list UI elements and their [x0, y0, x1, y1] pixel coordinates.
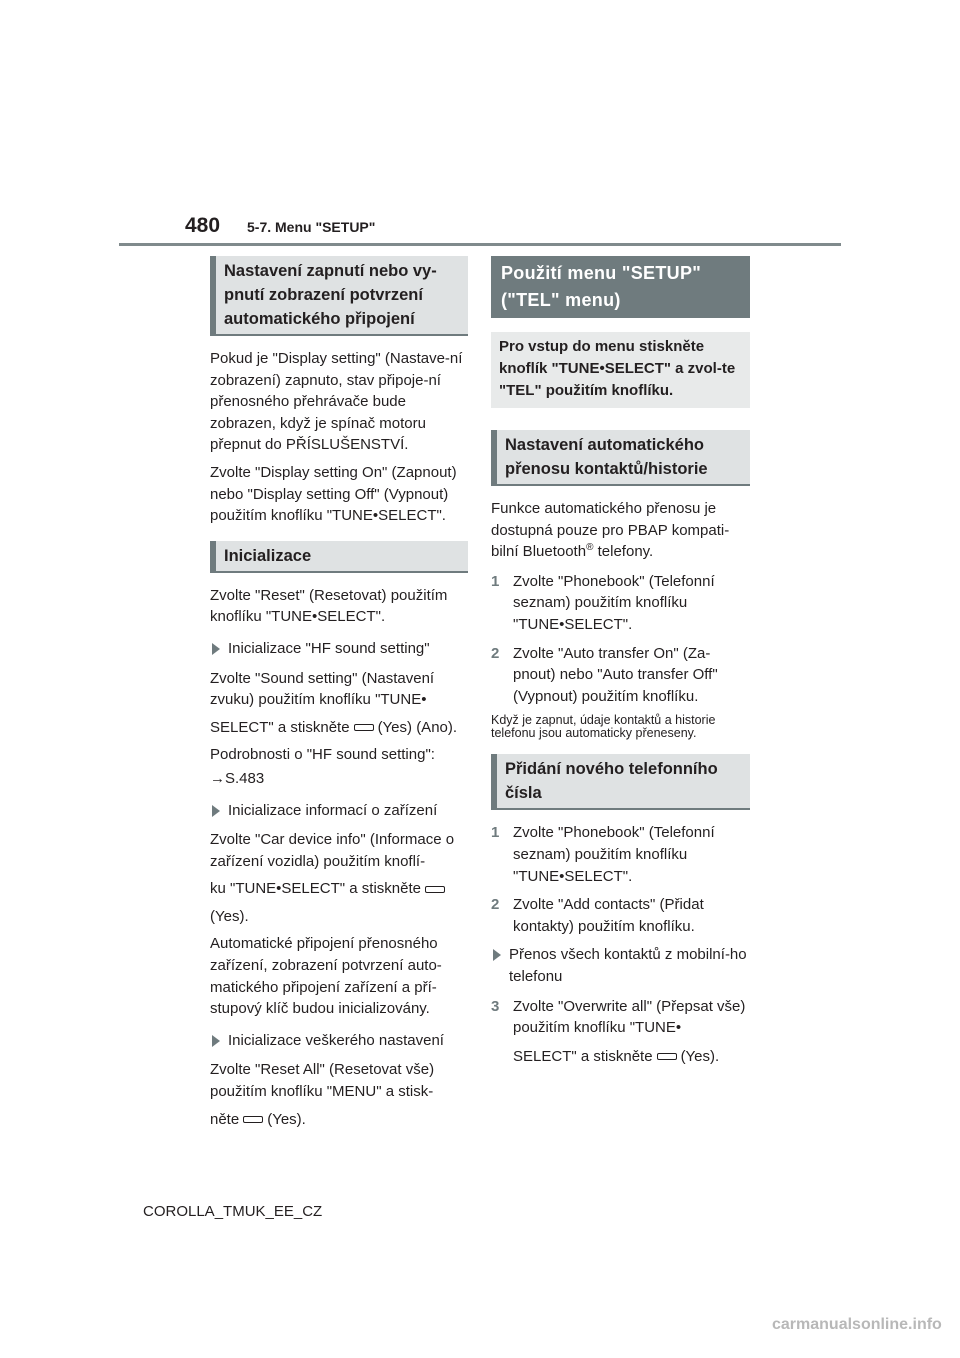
step: 1 Zvolte "Phonebook" (Telefonní seznam) použitím knoflíku "TUNE•SELECT".	[491, 572, 715, 633]
heading-setup-tel-menu: Použití menu "SETUP" ("TEL" menu)	[491, 256, 750, 318]
button-symbol-icon	[354, 724, 374, 731]
small-note: Když je zapnut, údaje kontaktů a historie telefonu jsou automaticky přeneseny.	[491, 713, 716, 741]
step-number: 3	[491, 997, 500, 1015]
heading-add-number: Přidání nového telefonního čísla	[491, 754, 750, 810]
triangle-bullet-icon	[212, 643, 220, 655]
triangle-bullet-icon	[212, 1035, 220, 1047]
paragraph: Podrobnosti o "HF sound setting":	[210, 746, 435, 764]
triangle-bullet-icon	[212, 805, 220, 817]
paragraph: Zvolte "Display setting On" (Zapnout) nebo "Display setting Off" (Vypnout) použitím knoflíku "TUNE•SELECT".	[210, 463, 457, 525]
button-symbol-icon	[657, 1053, 677, 1060]
bullet-device-info: Inicializace informací o zařízení	[210, 800, 468, 822]
step-number: 2	[491, 896, 500, 914]
paragraph: Pokud je "Display setting" (Nastave-ní zobrazení) zapnuto, stav připoje-ní přenosného přehrávače bude zobrazen, když je spínač motoru přepnut do PŘÍSLUŠENSTVÍ.	[210, 350, 463, 454]
paragraph: Zvolte "Sound setting" (Nastavení zvuku) použitím knoflíku "TUNE•	[210, 669, 435, 709]
paragraph: Zvolte "Car device info" (Informace o zařízení vozidla) použitím knoflí-	[210, 831, 455, 870]
heading-initialization: Inicializace	[210, 541, 468, 573]
paragraph: Funkce automatického přenosu je dostupná pouze pro PBAP kompati-bilní Bluetooth® telefony.	[491, 500, 730, 561]
section-title: 5-7. Menu "SETUP"	[247, 219, 376, 235]
step: 2 Zvolte "Auto transfer On" (Za-pnout) nebo "Auto transfer Off" (Vypnout) použitím knoflíku.	[491, 644, 718, 705]
paragraph: něte (Yes).	[210, 1110, 306, 1128]
note-box: Pro vstup do menu stiskněte knoflík "TUNE•SELECT" a zvol-te "TEL" použitím knoflíku.	[491, 332, 750, 408]
step-number: 1	[491, 824, 500, 842]
step-number: 2	[491, 644, 500, 662]
page-number: 480	[185, 214, 221, 237]
heading-display-setting: Nastavení zapnutí nebo vy-pnutí zobrazení potvrzení automatického připojení	[210, 256, 468, 336]
heading-auto-transfer: Nastavení automatického přenosu kontaktů/historie	[491, 430, 750, 486]
step: 3 Zvolte "Overwrite all" (Přepsat vše) použitím knoflíku "TUNE•	[491, 997, 746, 1037]
paragraph: Zvolte "Reset" (Resetovat) použitím knoflíku "TUNE•SELECT".	[210, 586, 448, 626]
step-number: 1	[491, 572, 500, 590]
paragraph: Zvolte "Reset All" (Resetovat vše) použitím knoflíku "MENU" a stisk-	[210, 1061, 435, 1101]
paragraph: (Yes).	[210, 907, 249, 925]
right-column	[491, 256, 750, 1073]
bullet-hf-sound: Inicializace "HF sound setting"	[210, 638, 468, 660]
step: 2 Zvolte "Add contacts" (Přidat kontakty) použitím knoflíku.	[491, 896, 704, 935]
paragraph: ku "TUNE•SELECT" a stiskněte	[210, 878, 468, 900]
paragraph: Automatické připojení přenosného zařízení, zobrazení potvrzení auto-matického připojení zařízení a pří-stupový klíč budou inicializovány.	[210, 935, 442, 1018]
header-rule	[119, 243, 841, 246]
paragraph: SELECT" a stiskněte (Yes) (Ano).	[210, 718, 458, 736]
triangle-bullet-icon	[493, 949, 501, 961]
left-column	[210, 256, 468, 1136]
step: 1 Zvolte "Phonebook" (Telefonní seznam) použitím knoflíku "TUNE•SELECT".	[491, 824, 715, 885]
bullet-transfer-all: Přenos všech kontaktů z mobilní-ho telefonu	[491, 944, 750, 987]
bullet-reset-all: Inicializace veškerého nastavení	[210, 1030, 468, 1052]
button-symbol-icon	[243, 1116, 263, 1123]
button-symbol-icon	[425, 886, 445, 893]
watermark: carmanualsonline.info	[772, 1316, 942, 1333]
page-reference: →S.483	[210, 769, 265, 787]
footer-doc-code: COROLLA_TMUK_EE_CZ	[143, 1203, 323, 1220]
paragraph: SELECT" a stiskněte (Yes).	[513, 1047, 720, 1065]
